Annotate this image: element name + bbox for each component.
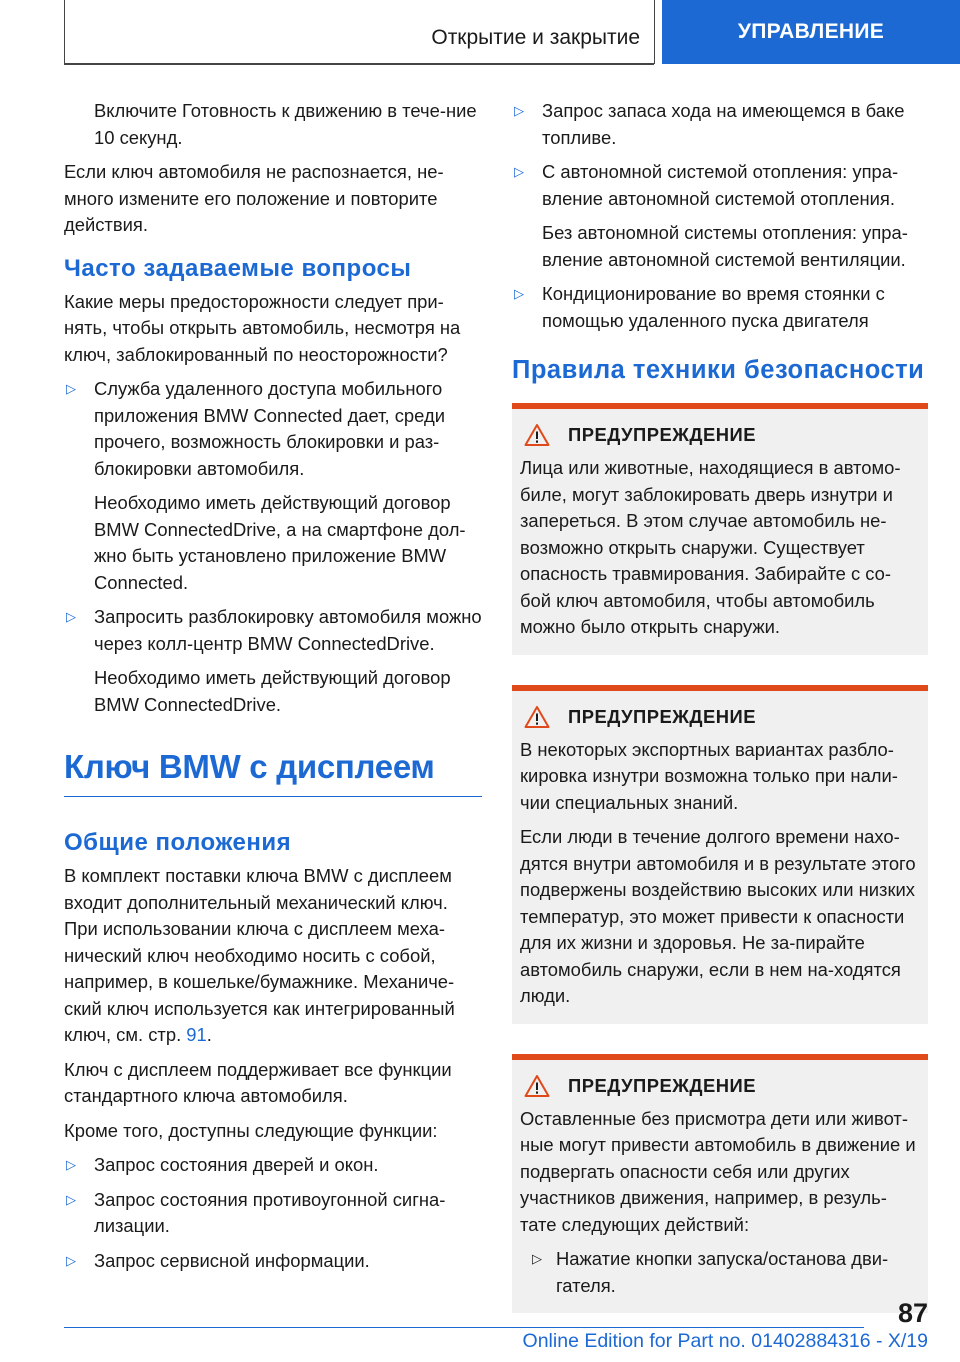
list-item-note: Необходимо иметь действующий договор BMW ConnectedDrive, а на смартфоне дол-жно быть установлено приложение BMW Connected. — [94, 492, 466, 593]
list-item-text: Запросить разблокировку автомобиля можно через колл-центр BMW ConnectedDrive. — [94, 606, 482, 654]
triangle-bullet-icon: ▷ — [66, 1252, 76, 1268]
left-column — [64, 98, 482, 1282]
warning-box — [512, 685, 928, 1024]
list-item-note: Без автономной системы отопления: упра-вление автономной системой вентиляции. — [542, 222, 908, 270]
page-reference-link[interactable]: 91 — [186, 1024, 207, 1045]
warning-box — [512, 403, 928, 655]
warning-title: ПРЕДУПРЕЖДЕНИЕ — [568, 705, 757, 727]
warning-triangle-icon — [524, 705, 550, 729]
paragraph-additional: Кроме того, доступны следующие функции: — [64, 1119, 438, 1141]
warning-header — [520, 423, 918, 447]
heading-general: Общие положения — [64, 829, 292, 856]
warning-list-item-text: Нажатие кнопки запуска/останова дви-гателя. — [556, 1248, 889, 1296]
heading-display-key: Ключ BMW с дисплеем — [64, 748, 482, 797]
right-column — [512, 98, 928, 1313]
warning-triangle-icon — [524, 423, 550, 447]
warning-text: В некоторых экспортных вариантах разбло-кировка изнутри возможна только при нали-чии специальных знаний. — [520, 738, 898, 813]
paragraph-readiness: Включите Готовность к движению в тече-ние 10 секунд. — [94, 100, 477, 148]
list-item-text: Кондиционирование во время стоянки с помощью удаленного пуска двигателя — [542, 283, 885, 331]
section-title: Открытие и закрытие — [431, 26, 640, 49]
list-item — [64, 1187, 482, 1240]
paragraph-key-not-recognized: Если ключ автомобиля не распознается, не-много измените его положение и повторите действия. — [64, 161, 444, 235]
paragraph-functions: Ключ с дисплеем поддерживает все функции стандартного ключа автомобиля. — [64, 1058, 452, 1106]
list-item-text: Запрос состояния дверей и окон. — [94, 1154, 379, 1175]
list-item-text: Запрос состояния противоугонной сигна-лизации. — [94, 1188, 446, 1236]
footer-rule — [64, 1327, 864, 1328]
list-item-text: Запрос сервисной информации. — [94, 1249, 370, 1271]
chapter-tab[interactable]: УПРАВЛЕНИЕ — [662, 0, 960, 64]
edition-footer: Online Edition for Part no. 01402884316 - X/19 — [522, 1330, 928, 1352]
warning-title: ПРЕДУПРЕЖДЕНИЕ — [568, 1074, 757, 1096]
list-item-text: Запрос запаса хода на имеющемся в баке топливе. — [542, 100, 905, 148]
list-item — [64, 1248, 482, 1275]
list-item — [512, 159, 928, 212]
triangle-bullet-icon: ▷ — [514, 103, 524, 118]
warning-list-item — [524, 1246, 918, 1299]
list-item-text: Служба удаленного доступа мобильного приложения BMW Connected дает, среди прочего, возможность блокировки и раз-блокировки автомобиля. — [94, 378, 445, 479]
paragraph-general: В комплект поставки ключа BMW с дисплеем входит дополнительный механический ключ. При использовании ключа с дисплеем меха-нический ключ необходимо носить с собой, например, в кошельке/бумажнике. Механиче-ский ключ используется как интегрированный ключ, см. стр. 91. — [64, 865, 455, 1045]
warning-box — [512, 1054, 928, 1314]
list-item — [64, 376, 482, 482]
page-number: 87 — [897, 1298, 928, 1328]
warning-triangle-icon — [524, 1074, 550, 1098]
triangle-bullet-icon: ▷ — [66, 1157, 76, 1172]
triangle-bullet-icon: ▷ — [514, 164, 524, 179]
faq-question: Какие меры предосторожности следует при-нять, чтобы открыть автомобиль, несмотря на ключ, заблокированный по неосторожности? — [64, 290, 461, 365]
warning-header — [520, 1074, 918, 1098]
heading-safety: Правила техники безопасности — [512, 356, 925, 384]
warning-text: Если люди в течение долгого времени нахо-дятся внутри автомобиля и в результате этого подвержены воздействию высоких или низких температур, это может привести к опасности для их жизни и здоровья. Не за-пирайте автомобиль снаружи, если в нем на-ходятся люди. — [520, 826, 916, 1006]
heading-faq: Часто задаваемые вопросы — [64, 254, 412, 282]
header-separator — [654, 0, 655, 64]
header-bottom-rule — [64, 63, 654, 65]
list-item-text: С автономной системой отопления: упра-вление автономной системой отопления. — [542, 161, 899, 209]
warning-text: Лица или животные, находящиеся в автомо-биле, могут заблокировать дверь изнутри и запереться. В этом случае автомобиль не-возможно открыть снаружи. Существует опасность травмирования. Забирайте с со-бой ключ автомобиля, чтобы автомобиль можно было открыть снаружи. — [520, 457, 901, 637]
triangle-bullet-icon: ▷ — [66, 381, 76, 396]
triangle-bullet-icon: ▷ — [66, 1191, 76, 1207]
warning-text: Оставленные без присмотра дети или живот-ные могут привести автомобиль в движение и подвергать опасности себя или других участников движения, например, в резуль-тате следующих действий: — [520, 1107, 916, 1235]
triangle-bullet-icon: ▷ — [514, 286, 524, 301]
warning-title: ПРЕДУПРЕЖДЕНИЕ — [568, 424, 757, 445]
list-item-note: Необходимо иметь действующий договор BMW ConnectedDrive. — [94, 667, 451, 715]
list-item — [512, 281, 928, 334]
list-item — [512, 98, 928, 151]
triangle-bullet-icon: ▷ — [532, 1251, 542, 1266]
triangle-bullet-icon: ▷ — [66, 609, 76, 624]
list-item — [64, 604, 482, 657]
warning-header — [520, 705, 918, 729]
list-item — [64, 1152, 482, 1179]
